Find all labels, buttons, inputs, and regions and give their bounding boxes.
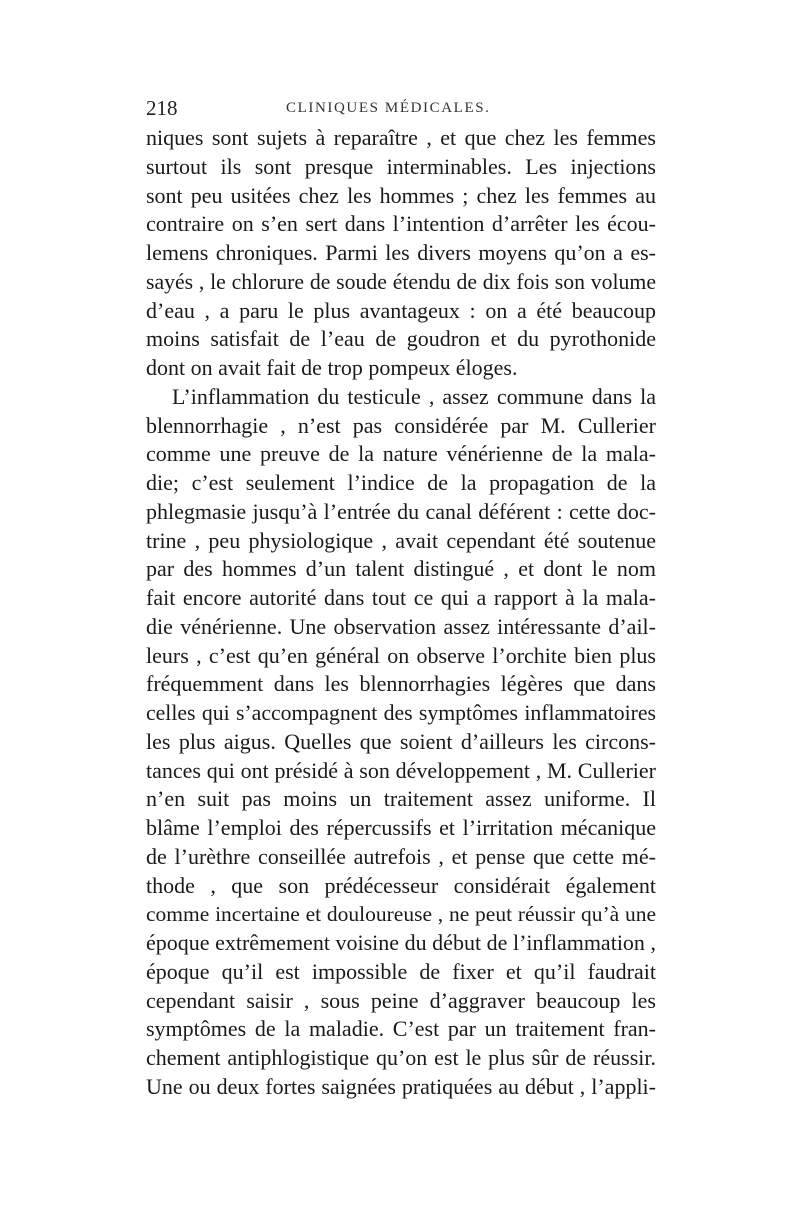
text-line: surtout ils sont presque interminables. Les injections: [146, 153, 656, 179]
text-line: comme incertaine et douloureuse , ne peut réussir qu’à une: [146, 902, 656, 927]
text-line: moins satisfait de l’eau de goudron et du pyrothonide: [146, 326, 656, 352]
text-line: symptômes de la maladie. C’est par un traitement fran-: [146, 1016, 656, 1042]
text-line: comme une preuve de la nature vénérienne de la mala-: [146, 441, 656, 467]
text-line: par des hommes d’un talent distingué , et dont le nom: [146, 556, 656, 582]
body-text: [146, 124, 656, 1102]
text-line: époque extrêmement voisine du début de l’inflammation ,: [146, 930, 656, 955]
text-line: tances qui ont présidé à son développement , M. Cullerier: [146, 757, 656, 783]
text-line: blennorrhagie , n’est pas considérée par M. Cullerier: [146, 412, 656, 438]
text-line: L’inflammation du testicule , assez commune dans la: [172, 383, 656, 409]
text-line: phlegmasie jusqu’à l’entrée du canal déférent : cette doc-: [146, 498, 656, 524]
text-line: die vénérienne. Une observation assez intéressante d’ail-: [146, 613, 656, 639]
text-line: sayés , le chlorure de soude étendu de dix fois son volume: [146, 269, 656, 294]
text-line: die; c’est seulement l’indice de la propagation de la: [146, 470, 656, 495]
text-line: celles qui s’accompagnent des symptômes inflammatoires: [146, 701, 656, 725]
text-line: sont peu usitées chez les hommes ; chez les femmes au: [146, 182, 656, 208]
text-line: contraire on s’en sert dans l’intention d’arrêter les écou-: [146, 211, 656, 237]
page-header: [146, 96, 656, 122]
text-line: Une ou deux fortes saignées pratiquées au début , l’appli-: [146, 1073, 656, 1099]
page-number: 218: [146, 96, 178, 120]
text-line: les plus aigus. Quelles que soient d’ailleurs les circons-: [146, 728, 656, 754]
text-line: thode , que son prédécesseur considérait également: [146, 872, 656, 898]
text-line: trine , peu physiologique , avait cependant été soutenue: [146, 527, 656, 553]
text-line: niques sont sujets à reparaître , et que chez les femmes: [146, 125, 656, 150]
text-line: lemens chroniques. Parmi les divers moyens qu’on a es-: [146, 240, 656, 265]
text-line: de l’urèthre conseillée autrefois , et pense que cette mé-: [146, 843, 656, 869]
text-line: n’en suit pas moins un traitement assez uniforme. Il: [146, 786, 656, 812]
text-line: époque qu’il est impossible de fixer et qu’il faudrait: [146, 958, 656, 984]
text-line: leurs , c’est qu’en général on observe l’orchite bien plus: [146, 642, 656, 668]
text-line: dont on avait fait de trop pompeux éloges.: [146, 355, 518, 380]
text-line: fait encore autorité dans tout ce qui a rapport à la mala-: [146, 585, 656, 610]
text-line: chement antiphlogistique qu’on est le plus sûr de réussir.: [146, 1045, 656, 1070]
text-line: fréquemment dans les blennorrhagies légères que dans: [146, 671, 656, 697]
running-head: CLINIQUES MÉDICALES.: [286, 100, 491, 116]
text-line: blâme l’emploi des répercussifs et l’irritation mécanique: [146, 815, 656, 840]
text-line: cependant saisir , sous peine d’aggraver beaucoup les: [146, 987, 656, 1013]
text-line: d’eau , a paru le plus avantageux : on a été beaucoup: [146, 297, 656, 323]
